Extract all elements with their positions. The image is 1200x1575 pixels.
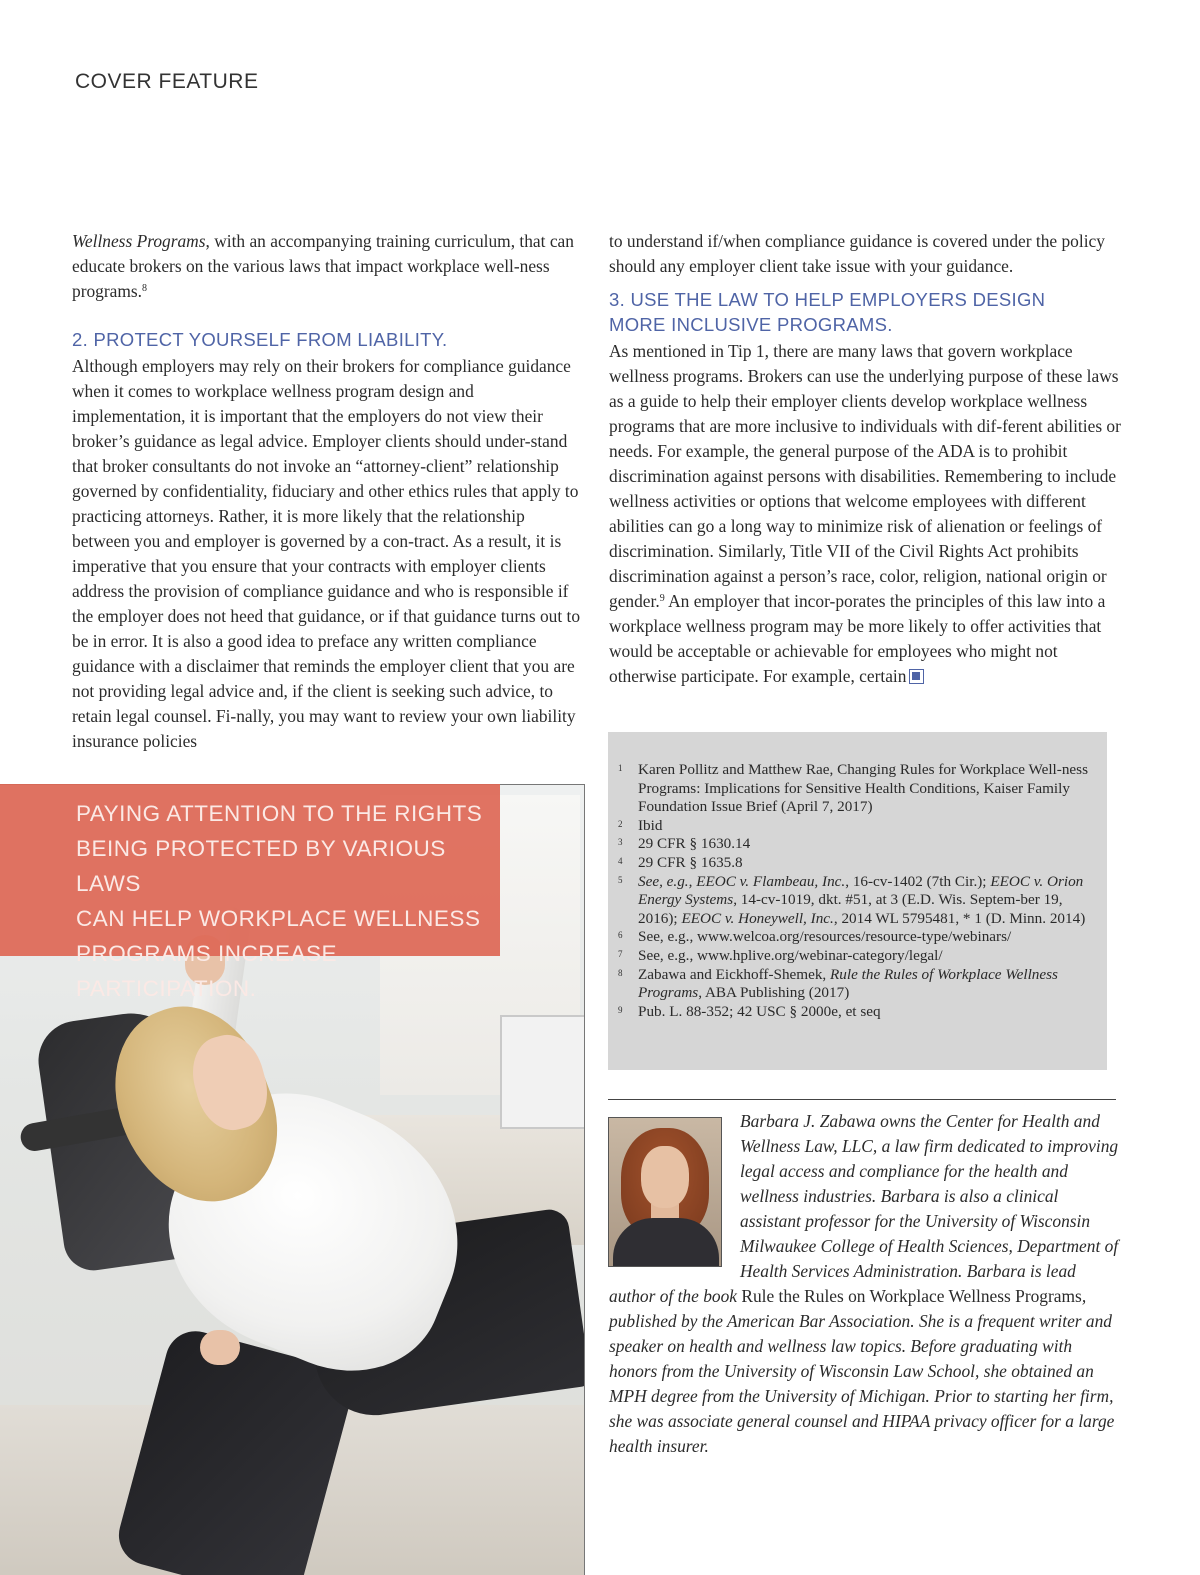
intro-italic: Wellness Programs <box>72 231 206 251</box>
footnote-number: 8 <box>618 967 623 978</box>
footnote-item <box>618 947 1089 966</box>
citation-detail: , 2014 WL 5795481, * 1 (D. Minn. 2014) <box>833 909 1086 927</box>
footnote-ref: 9 <box>659 593 665 604</box>
footnote-number: 9 <box>618 1004 623 1015</box>
footnote-item <box>618 854 1089 873</box>
footnote-item <box>618 835 1089 854</box>
footnote-number: 6 <box>618 930 623 941</box>
footnote-text: See, e.g., www.hplive.org/webinar-category/legal/ <box>638 946 943 964</box>
book-title: Rule the Rules of Workplace Wellness Programs <box>638 965 1058 1002</box>
bio-photo-spacer <box>609 1109 740 1281</box>
paragraph-inclusive-a: As mentioned in Tip 1, there are many laws that govern workplace wellness programs. Brokers can use the underlying purpose of these laws as a guide to help their employer clients develop workplace wellness programs that are more inclusive to individuals with dif-ferent abilities or needs. For example, the general purpose of the ADA is to prohibit discrimination against persons with disabilities. Remembering to include wellness activities or options that welcome employees with different abilities can go a long way to minimize risk of alienation or feelings of discrimination. Similarly, Title VII of the Civil Rights Act prohibits discrimination against a person’s race, color, religion, national origin or gender. <box>609 341 1121 611</box>
paragraph-inclusive <box>609 339 1121 689</box>
case-citation: EEOC v. Orion Energy Systems <box>638 872 1084 909</box>
pull-quote-callout <box>0 784 500 1001</box>
citation-detail: , 14-cv-1019, dkt. #51, at 3 (E.D. Wis. Septem-ber 19, 2016); <box>638 891 1063 927</box>
right-column <box>609 229 1121 689</box>
footnote-text: Karen Pollitz and Matthew Rae, Changing Rules for Workplace Well-ness Programs: Implications for Sensitive Health Conditions, Kaiser Family Foundation Issue Brief (April 7, 2017) <box>638 761 1088 816</box>
footnote-text: 29 CFR § 1635.8 <box>638 853 743 871</box>
footnote-text <box>638 966 1089 1003</box>
bio-part1: Barbara J. Zabawa owns the Center for Health and Wellness Law, LLC, a law firm dedicated to improving legal access and compliance for the health and wellness industries. Barbara is also a clinical assistant professor for the University of Wisconsin Milwaukee College of Health Sciences, Department of Health Services Administration. Barbara is lead author of the book <box>609 1111 1119 1306</box>
footnote-number: 1 <box>618 763 623 773</box>
citation-detail: , ABA Publishing (2017) <box>698 984 850 1002</box>
bio-book-title: Rule the Rules on Workplace Wellness Programs <box>741 1286 1082 1306</box>
footnote-number: 4 <box>618 855 623 866</box>
footnote-item <box>618 817 1089 836</box>
footnote-item <box>618 928 1089 947</box>
heading-use-the-law-line2: MORE INCLUSIVE PROGRAMS. <box>609 314 893 335</box>
footnote-number: 3 <box>618 837 623 848</box>
footnote-text: Pub. L. 88-352; 42 USC § 2000e, et seq <box>638 1002 881 1020</box>
paragraph-continuation: to understand if/when compliance guidance is covered under the policy should any employer client take issue with your guidance. <box>609 231 1105 276</box>
footnote-item <box>618 873 1089 929</box>
case-citation: See, e.g., EEOC v. Flambeau, Inc. <box>638 872 846 890</box>
bio-part2: , published by the American Bar Association. She is a frequent writer and speaker on health and wellness law topics. Before graduating with honors from the University of Wisconsin Law School, she obtained an MPH degree from the University of Michigan. Prior to starting her firm, she was associate general counsel and HIPAA privacy officer for a large health insurer. <box>609 1286 1115 1456</box>
footnote-text: Ibid <box>638 816 663 834</box>
case-citation: EEOC v. Honeywell, Inc. <box>681 909 834 927</box>
intro-rest: , with an accompanying training curriculum, that can educate brokers on the various laws that impact workplace well-ness programs. <box>72 231 574 301</box>
footnote-item <box>618 966 1089 1003</box>
paragraph-liability: Although employers may rely on their brokers for compliance guidance when it comes to workplace wellness program design and implementation, it is important that the employers do not view their broker’s guidance as legal advice. Employer clients should under-stand that broker consultants do not invoke an “attorney-client” relationship governed by confidentiality, fiduciary and other ethics rules that apply to practicing attorneys. Rather, it is more likely that the relationship between you and employer is governed by a con-tract. As a result, it is imperative that you ensure that your contracts with employer clients address the provision of compliance guidance and who is responsible if the employer does not heed that guidance, or if that guidance turns out to be in error. It is also a good idea to preface any written compliance guidance with a disclaimer that reminds the employer client that you are not providing legal advice and, if the client is seeking such advice, to retain legal counsel. Fi-nally, you may want to review your own liability insurance policies <box>72 356 581 751</box>
left-column <box>72 229 582 754</box>
footnote-number: 5 <box>618 874 623 885</box>
footnote-item <box>618 761 1089 817</box>
heading-protect-yourself: 2. PROTECT YOURSELF FROM LIABILITY. <box>72 329 448 350</box>
footnote-text: 29 CFR § 1630.14 <box>638 835 751 853</box>
footnote-ref: 8 <box>142 283 148 294</box>
citation-detail: , 16-cv-1402 (7th Cir.); <box>845 872 991 890</box>
photo-lower-hand <box>200 1330 240 1365</box>
footnote-text: See, e.g., www.welcoa.org/resources/resource-type/webinars/ <box>638 928 1012 946</box>
footnotes-box <box>608 732 1107 1070</box>
photo-laptop <box>500 1015 585 1129</box>
footnote-item <box>618 1003 1089 1022</box>
citation-authors: Zabawa and Eickhoff-Shemek, <box>638 965 831 983</box>
divider-rule <box>608 1099 1116 1100</box>
section-label: COVER FEATURE <box>75 70 259 93</box>
heading-use-the-law-line1: 3. USE THE LAW TO HELP EMPLOYERS DESIGN <box>609 289 1046 310</box>
pull-quote-text: PAYING ATTENTION TO THE RIGHTS BEING PROTECTED BY VARIOUS LAWS CAN HELP WORKPLACE WELLNESS PROGRAMS INCREASE PARTICIPATION. <box>76 801 483 1001</box>
footnote-number: 7 <box>618 948 623 959</box>
paragraph-inclusive-b: An employer that incor-porates the principles of this law into a workplace wellness program may be more likely to offer activities that would be acceptable or achievable for employees who might not otherwise participate. For example, certain <box>609 591 1106 686</box>
heading-use-the-law <box>609 287 1121 337</box>
article-end-icon <box>909 669 924 684</box>
footnote-text <box>638 873 1089 929</box>
author-bio <box>609 1109 1121 1459</box>
footnote-number: 2 <box>618 818 623 829</box>
intro-paragraph <box>72 229 582 304</box>
